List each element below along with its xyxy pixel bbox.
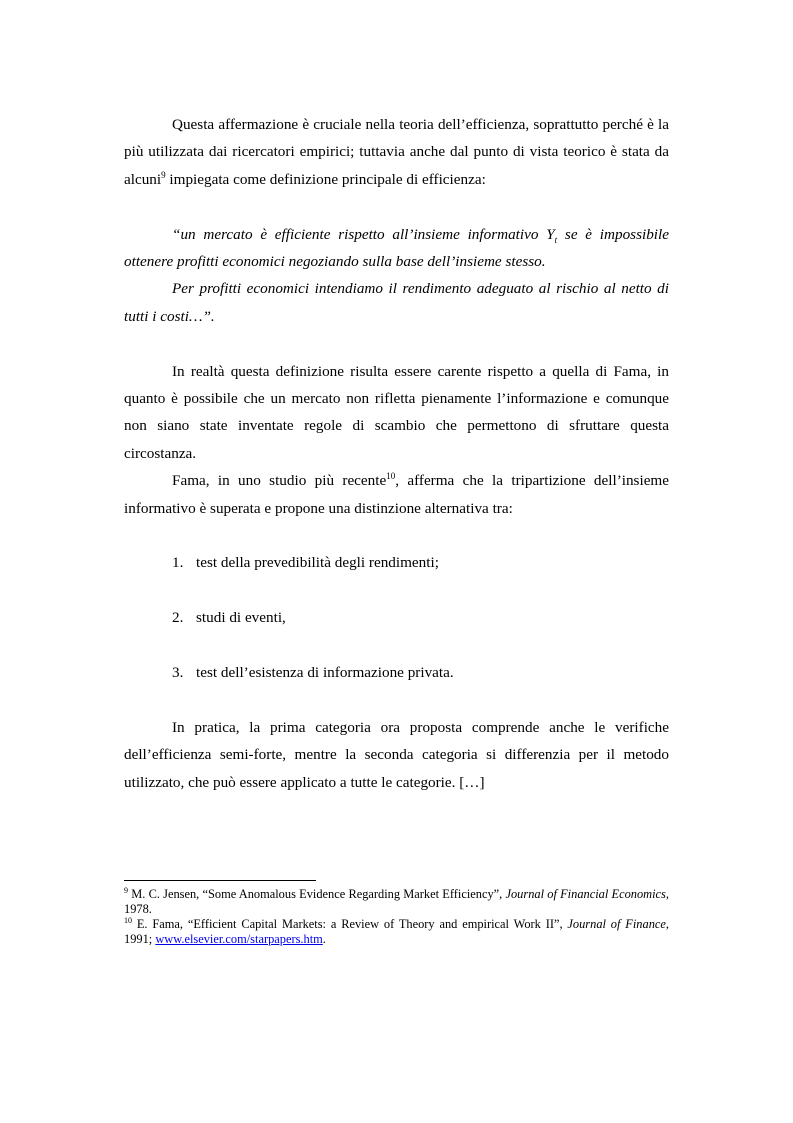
- paragraph-1-text-a: Questa affermazione è cruciale nella teoria dell’efficienza, soprattutto perché è la più utilizzata dai ricercatori empirici; tuttavia anche dal punto di vista teorico è stata da alcuni: [124, 116, 669, 188]
- list-item: [124, 604, 669, 631]
- footnote-10: [124, 917, 669, 947]
- footnote-text: .: [322, 932, 326, 946]
- footnote-ref-10[interactable]: 10: [386, 471, 396, 482]
- footnote-9: [124, 887, 669, 917]
- list-item: [124, 659, 669, 686]
- footnote-ref-9[interactable]: 9: [161, 169, 166, 180]
- list-item-text: test della prevedibilità degli rendimenti;: [196, 554, 439, 572]
- paragraph-2: In realtà questa definizione risulta essere carente rispetto a quella di Fama, in quanto è possibile che un mercato non rifletta pienamente l’informazione e comunque non siano state inventate regole di scambio che permettono di sfruttare questa circostanza.: [124, 362, 669, 462]
- spacer: [124, 686, 669, 713]
- list-item-number: 1.: [172, 554, 184, 572]
- paragraph-1-text-b: impiegata come definizione principale di efficienza:: [165, 170, 486, 188]
- list-item-number: 3.: [172, 664, 184, 682]
- paragraph-3: [124, 467, 669, 522]
- quote-1-text-b: se è impossibile ottenere profitti economici negoziando sulla base dell’insieme stesso.: [124, 225, 669, 271]
- footnote-number: 10: [124, 915, 132, 925]
- spacer: [124, 577, 669, 604]
- spacer: [124, 522, 669, 549]
- list-item-text: test dell’esistenza di informazione privata.: [196, 664, 454, 682]
- footnote-text: , 1978.: [124, 887, 669, 916]
- quote-1-subscript: t: [554, 234, 558, 245]
- list-item: [124, 549, 669, 576]
- footnote-link[interactable]: www.elsevier.com/starpapers.htm: [155, 932, 323, 946]
- paragraph-3-text-b: , afferma che la tripartizione dell’insieme informativo è superata e propone una distinzione alternativa tra:: [124, 472, 669, 517]
- quote-1-text-a: “un mercato è efficiente rispetto all’insieme informativo Y: [172, 225, 555, 243]
- footnote-text: , 1991;: [124, 917, 669, 946]
- footnotes: [124, 880, 669, 947]
- footnote-text: M. C. Jensen, “Some Anomalous Evidence Regarding Market Efficiency”,: [128, 887, 506, 901]
- paragraph-3-text-a: Fama, in uno studio più recente: [172, 472, 387, 490]
- quote-paragraph-1: [124, 221, 669, 276]
- footnote-journal: Journal of Financial Economics: [505, 887, 666, 901]
- footnote-text: E. Fama, “Efficient Capital Markets: a Review of Theory and empirical Work II”,: [132, 917, 568, 931]
- spacer: [124, 632, 669, 659]
- footnote-number: 9: [124, 885, 128, 895]
- list-item-number: 2.: [172, 609, 184, 627]
- footnote-divider: [124, 880, 316, 881]
- paragraph-1: [124, 111, 669, 193]
- spacer: [124, 330, 669, 357]
- quote-paragraph-2: Per profitti economici intendiamo il rendimento adeguato al rischio al netto di tutti i costi…”.: [124, 280, 669, 325]
- paragraph-4: In pratica, la prima categoria ora proposta comprende anche le verifiche dell’efficienza semi-forte, mentre la seconda categoria si differenzia per il metodo utilizzato, che può essere applicato a tutte le categorie. […]: [124, 718, 669, 791]
- spacer: [124, 193, 669, 220]
- footnote-journal: Journal of Finance: [567, 917, 666, 931]
- list-item-text: studi di eventi,: [196, 609, 286, 627]
- page-body: [124, 111, 669, 796]
